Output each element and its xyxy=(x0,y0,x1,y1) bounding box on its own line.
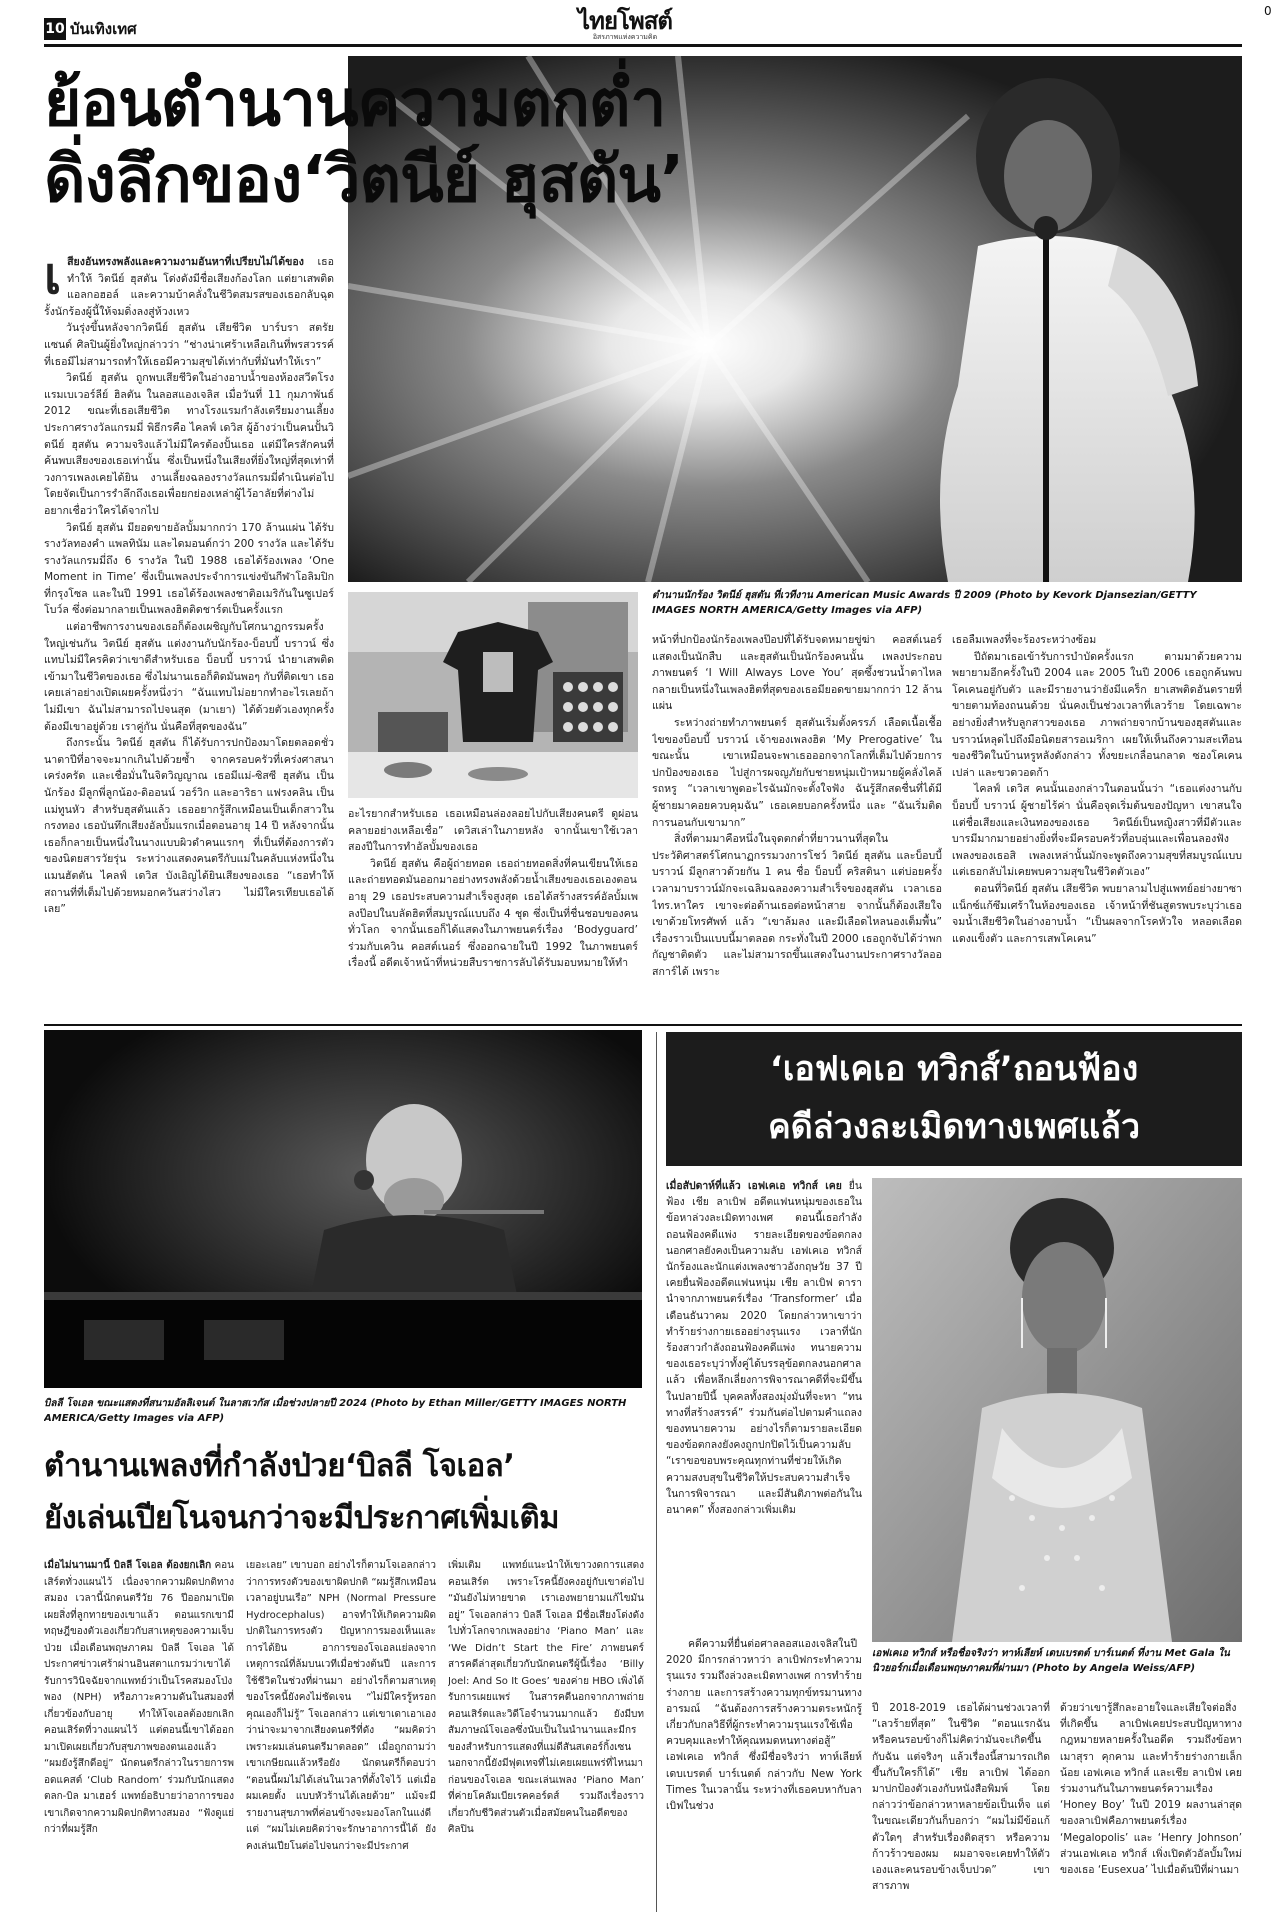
story1-col4-para-3: ตอนที่วิตนีย์ ฮุสตัน เสียชีวิต พบยาลามไปสู่แพทย์อย่างยาซาแน็กซ์แก้ซึมเศร้าในห้องของเธอ เจ้าหน้าที่ชันสูตรพบระบุว่าเธอจมน้ำเสียชีวิตในอ่างอาบน้ำ “เป็นผลจากโรคหัวใจ หลอดเลือดแดงแข็งตัว และการเสพโคเคน” xyxy=(952,882,1242,945)
story3-column-1 xyxy=(44,1558,234,1912)
story2-bottom-column-2 xyxy=(872,1700,1050,1912)
story2-bottom-col2-text: ปี 2018-2019 เธอได้ผ่านช่วงเวลาที่ “เลวร้ายที่สุด” ในชีวิต “ตอนแรกฉันหรือคนรอบข้างก็ไม่คิดว่ามันจะเกิดขึ้นกับฉัน แต่จริงๆ แล้วเรื่องนี้สามารถเกิดขึ้นกับใครก็ได้” เชีย ลาเบิฟ ได้ออกมาปกป้องตัวเองกับหนังสือพิมพ์ โดยกล่าวว่าข้อกล่าวหาหลายข้อเป็นเท็จ แต่ในขณะเดียวกันก็บอกว่า “ผมไม่มีข้อแก้ตัวใดๆ สำหรับเรื่องติดสุรา หรือความก้าวร้าวของผม ผมอาจจะเคยทำให้ตัวเองและคนรอบข้างเจ็บปวด” เขาสารภาพ xyxy=(872,1702,1050,1893)
story3-lead: เมื่อไม่นานมานี้ บิลลี โจเอล ต้องยกเลิก xyxy=(44,1560,212,1571)
header-rule xyxy=(44,44,1242,47)
story2-upper-text xyxy=(666,1178,862,1628)
story3-column-2 xyxy=(246,1558,436,1912)
story1-photo-caption: ตำนานนักร้อง วิตนีย์ ฮุสตัน ที่เวทีงาน American Music Awards ปี 2009 (Photo by Kevork Djansezian/GETTY IMAGES NORTH AMERICA/Getty Images via AFP) xyxy=(652,590,1197,616)
section-label: บันเทิงเทศ xyxy=(70,20,137,38)
story1-col4-para-1: ปีถัดมาเธอเข้ารับการบำบัดครั้งแรก ตามมาด้วยความพยายามอีกครั้งในปี 2004 และ 2005 ในปี 2006 เธอถูกค้นพบโคเคนอยู่กับตัว และมีรายงานว่ายังมีแคร็ก ยาเสพติดอันตรายที่ขายตามท้องถนนด้วย นั่นคงเป็นช่วงเวลาที่เลวร้าย โดยเฉพาะอย่างยิ่งสำหรับลูกสาวของเธอ ภาพถ่ายจากบ้านของฮุสตันและบราวน์หลุดไปถึงมือนิตยสารอเมริกา เผยให้เห็นถึงความสะเทือนของชีวิตในบ้านหรูหลังดังกล่าว ทั้งขยะเกลื่อนกลาด ซองโคเคนเปล่า และขวดวอดก้า xyxy=(952,650,1242,779)
story1-col4-para-0: เธอลืมเพลงที่จะร้องระหว่างซ้อม xyxy=(952,634,1097,646)
story1-col1-para-0: เธอ ทำให้ วิตนีย์ ฮุสตัน โด่งดังมีชื่อเสียงก้องโลก แต่ยาเสพติด แอลกอฮอล์ และความบ้าคลั่งในชีวิตสมรสของเธอกลับฉุดรั้งนักร้องผู้นี้ให้จมดิ่งลงสู่ห้วงเหว xyxy=(44,256,334,318)
story1-bottom-rule xyxy=(44,1024,1242,1026)
story1-col4-para-2: ไคลฟ์ เดวิส คนนั้นเองกล่าวในตอนนั้นว่า “เธอแต่งงานกับบ็อบบี้ บราวน์ ผู้ชายไร้ค่า นั่นคือจุดเริ่มต้นของปัญหา เขาสนใจแต่ชื่อเสียงและเงินทองของเธอ วิตนีย์เป็นหญิงสาวที่มีตัวและบารมีมากมายอย่างยิ่งที่จะมีครอบครัวที่อบอุ่นและเพื่อนลองฟังเพลงของเธอสิ เพลงเหล่านั้นมักจะพูดถึงความสุขที่สมบูรณ์แบบ แต่เธอกลับไม่เคยพบความสุขในชีวิตตัวเอง” xyxy=(952,783,1242,879)
story3-col2-text: เยอะเลย” เขาบอก อย่างไรก็ตามโจเอลกล่าวว่าการทรงตัวของเขาผิดปกติ “ผมรู้สึกเหมือนเวลาอยู่บนเรือ” NPH (Normal Pressure Hydrocephalus) อาจทำให้เกิดความผิดปกติในการทรงตัว ปัญหาการมองเห็นและการได้ยิน อาการของโจเอลแย่ลงจากเหตุการณ์ที่ล้มบนเวทีเมื่อช่วงต้นปี และการใช้ชีวิตในช่วงที่ผ่านมา อย่างไรก็ตามสาเหตุของโรคนี้ยังคงไม่ชัดเจน “ไม่มีใครรู้หรอก คุณเองก็ไม่รู้” โจเอลกล่าว แต่เขาเดาเอาเองว่าน่าจะมาจากเสียงดนตรีที่ดัง “ผมคิดว่าเพราะผมเล่นดนตรีมาตลอด” เมื่อถูกถามว่าเขาเกษียณแล้วหรือยัง นักดนตรีก็ตอบว่า “ตอนนี้ผมไม่ได้เล่นในเวลาที่ตั้งใจไว้ แต่เมื่อผมเคยตั้ง แบบหัวร้านได้เลยด้วย” แม้จะมีรายงานสุขภาพที่ค่อนข้างจะมองโลกในแง่ดี แต่ “ผมไม่เคยคิดว่าจะรักษาอาการนี้ได้ ยังคงเล่นเปียโนต่อไปจนกว่าจะมีประกาศ xyxy=(246,1560,436,1852)
story1-col2-para-0: อะไรยากสำหรับเธอ เธอเหมือนล่องลอยไปกับเสียงคนตรี ดูผ่อนคลายอย่างเหลือเชื่อ” เดวิสเล่าในภายหลัง จากนั้นเขาใช้เวลาสองปีในการทำอัลบั้มของเธอ xyxy=(348,808,638,854)
merchandise-image xyxy=(348,592,638,798)
story1-col2-para-1: วิตนีย์ ฮุสตัน คือผู้ถ่ายทอด เธอถ่ายทอดสิ่งที่คนเขียนให้เธอและถ่ายทอดมันออกมาอย่างทรงพลังด้วยน้ำเสียงของเธอเองตอนอายุ 29 เธอประสบความสำเร็จสูงสุด เธอได้สร้างสรรค์อัลบั้มเพลงป๊อปในบลัดฮิตที่สมบูรณ์แบบถึง 4 ชุด ซึ่งเป็นที่ชื่นชอบของคนทั่วโลก จากนั้นเธอก็ได้แสดงในภาพยนตร์เรื่อง ‘Bodyguard’ ร่วมกับเควิน คอสต์เนอร์ ซึ่งออกฉายในปี 1992 ในภาพยนตร์เรื่องนี้ อดีตเจ้าหน้าที่หน่วยสืบราชการลับได้รับมอบหมายให้ทำ xyxy=(348,857,638,970)
fka-twigs-image xyxy=(872,1178,1242,1642)
story1-column-2 xyxy=(348,806,638,1018)
story2-lead: เมื่อสัปดาห์ที่แล้ว เอฟเคเอ ทวิกส์ เคย xyxy=(666,1180,842,1192)
story1-col1-para-3: วิตนีย์ ฮุสตัน มียอดขายอัลบั้มมากกว่า 170 ล้านแผ่น ได้รับรางวัลทองคำ แพลทินัม และไดมอนด์กว่า 200 รางวัล และได้รับรางวัลแกรมมี่ถึง 6 รางวัล ในปี 1988 เธอได้ร้องเพลง ‘One Moment in Time’ ซึ่งเป็นเพลงประจำการแข่งขันกีฬาโอลิมปิกที่กรุงโซล และในปี 1991 เธอได้ร้องเพลงชาติอเมริกันในซูเปอร์โบว์ล ซึ่งต่อมากลายเป็นเพลงฮิตติดชาร์ตเป็นครั้งแรก xyxy=(44,521,334,617)
story3-column-3 xyxy=(448,1558,644,1912)
story1-column-3 xyxy=(652,632,942,1018)
story2-bottom-column-1 xyxy=(666,1636,862,1912)
story1-lead: สียงอันทรงพลังและความงามอันหาที่เปรียบไม่ได้ของ xyxy=(67,256,304,268)
vertical-divider xyxy=(656,1032,657,1912)
story2-bottom-col1-text: คดีความที่ยื่นต่อศาลลอสแองเจลิสในปี 2020 มีการกล่าวหาว่า ลาเบิฟกระทำความรุนแรง รวมถึงล่วงละเมิดทางเพศ การทำร้ายร่างกาย และการสร้างความทุกข์ทรมานทางอารมณ์ “ฉันต้องการสร้างความตระหนักรู้เกี่ยวกับกลวิธีที่ผู้กระทำความรุนแรงใช้เพื่อควบคุมและทำให้คุณหมดหนทางต่อสู้” เอฟเคเอ ทวิกส์ ซึ่งมีชื่อจริงว่า ทาห์เลียห์ เดบเบรตต์ บาร์เนตต์ กล่าวกับ New York Times ในเวลานั้น ระหว่างที่เธอคบหากับลาเบิฟในช่วง xyxy=(666,1638,862,1813)
corner-mark: 0 xyxy=(1264,4,1272,18)
story3-headline-line1: ตำนานเพลงที่กำลังป่วย‘บิลลี โจเอล’ xyxy=(44,1448,515,1484)
merchandise-photo xyxy=(348,592,638,798)
story1-col1-para-1: วันรุ่งขึ้นหลังจากวิตนีย์ ฮุสตัน เสียชีวิต บาร์บรา สตรัยแซนด์ ศิลปินผู้ยิ่งใหญ่กล่าวว่า “ช่างน่าเศร้าเหลือเกินที่พรสวรรค์ที่เธอมีไม่สามารถทำให้เธอมีความสุขได้เท่ากับที่มันทำให้เรา” xyxy=(44,322,334,368)
masthead-logo: ไทยโพสต์ xyxy=(578,6,672,35)
story2-headline-line1: ‘เอฟเคเอ ทวิกส์’ถอนฟ้อง xyxy=(769,1049,1139,1089)
story2-bottom-col3-text: ด้วยว่าเขารู้สึกละอายใจและเสียใจต่อสิ่งที่เกิดขึ้น ลาเบิฟเคยประสบปัญหาทางกฎหมายหลายครั้งในอดีต รวมถึงข้อหาเมาสุรา คุกคาม และทำร้ายร่างกายเล็กน้อย เอฟเคเอ ทวิกส์ และเชีย ลาเบิฟ เคยร่วมงานกันในภาพยนตร์ความเรื่อง ‘Honey Boy’ ในปี 2019 ผลงานล่าสุดของลาเบิฟคือภาพยนตร์เรื่อง ‘Megalopolis’ และ ‘Henry Johnson’ ส่วนเอฟเคเอ ทวิกส์ เพิ่งเปิดตัวอัลบั้มใหม่ของเธอ ‘Eusexua’ ไปเมื่อต้นปีที่ผ่านมา xyxy=(1060,1702,1242,1877)
billy-joel-photo-caption: บิลลี โจเอล ขณะแสดงที่สนามอัลลิเจนต์ ในลาสเวกัส เมื่อช่วงปลายปี 2024 (Photo by Ethan Miller/GETTY IMAGES NORTH AMERICA/Getty Images via AFP) xyxy=(44,1398,627,1424)
story1-column-4 xyxy=(952,632,1242,1018)
masthead-tagline: อิสรภาพแห่งความคิด xyxy=(592,33,658,41)
story3-headline-line2: ยังเล่นเปียโนจนกว่าจะมีประกาศเพิ่มเติม xyxy=(44,1500,560,1536)
story1-col3-para-2: สิ่งที่ตามมาคือหนึ่งในจุดตกต่ำที่ยาวนานที่สุดในประวัติศาสตร์โศกนาฏกรรมวงการโชว์ วิตนีย์ ฮุสตัน และบ็อบบี้ บราวน์ มีลูกสาวด้วยกัน 1 คน ชื่อ บ็อบบี้ คริสตินา แต่บ่อยครั้งเวลามาบราวน์มักจะเฉลิมฉลองความสำเร็จของฮุสตัน เวลาเธอไทร.หาใคร เขาจะต่อต้านเธอต่อหน้าสาย จากนั้นก็ต้องเสียใจเขาด้วยโทรศัพท์ แล้ว “เขาล้มลง และมีเลือดไหลนองเต็มพื้น” เรื่องราวเป็นแบบนี้มาตลอด กระทั่งในปี 2000 เธอถูกจับได้ว่าพกกัญชาติดตัว และไม่สามารถขึ้นแสดงในงานประกาศรางวัลออสการ์ได้ เพราะ xyxy=(652,833,942,978)
story3-headline xyxy=(44,1440,654,1544)
story1-col3-para-0: หน้าที่ปกป้องนักร้องเพลงป๊อปที่ได้รับจดหมายขู่ฆ่า คอสต์เนอร์แสดงเป็นนักสืบ และฮุสตันเป็นนักร้องคนนั้น เพลงประกอบภาพยนตร์ ‘I Will Always Love You’ สุดซึ้งชวนน้ำตาไหล กลายเป็นหนึ่งในเพลงฮิตที่สุดของเธอมียอดขายมากกว่า 12 ล้านแผ่น xyxy=(652,634,942,713)
page-number-box: 10 xyxy=(44,18,66,40)
story2-upper-body: ยื่นฟ้อง เชีย ลาเบิฟ อดีตแฟนหนุ่มของเธอในข้อหาล่วงละเมิดทางเพศ ตอนนี้เธอกำลังถอนฟ้องคดีแพ่ง รายละเอียดของข้อตกลงนอกศาลยังคงเป็นความลับ เอฟเคเอ ทวิกส์ นักร้องและนักแต่งเพลงชาวอังกฤษวัย 37 ปี เคยยื่นฟ้องอดีตแฟนหนุ่ม เชีย ลาเบิฟ ดารานำจากภาพยนตร์เรื่อง ‘Transformer’ เมื่อเดือนธันวาคม 2020 โดยกล่าวหาเขาว่าทำร้ายร่างกายเธออย่างรุนแรง เวลาที่นักร้องสาวกำลังถอนฟ้องคดีแพ่ง ทนายความของเธอระบุว่าทั้งคู่ได้บรรลุข้อตกลงนอกศาลแล้ว เพื่อหลีกเลี่ยงการพิจารณาคดีที่จะมีขึ้นในปลายปีนี้ บุคคลทั้งสองมุ่งมั่นที่จะหา “ทนทางที่สร้างสรรค์” ร่วมกันต่อไปตามคำแถลงของทนายความ อย่างไรก็ตามรายละเอียดของข้อตกลงยังคงถูกปกปิดไว้เป็นความลับ “เราขอขอบพระคุณทุกท่านที่ช่วยให้เกิดความสงบสุขในชีวิตให้ประสบความสำเร็จในการพิจารณา และมีสันติภาพต่อกันในอนาคต” ทั้งสองกล่าวเพิ่มเติม xyxy=(666,1180,862,1517)
billy-joel-photo xyxy=(44,1030,642,1388)
story1-headline xyxy=(44,66,924,218)
fka-twigs-photo-caption: เอฟเคเอ ทวิกส์ หรือชื่อจริงว่า ทาห์เลียห์ เดบเบรตต์ บาร์เนตต์ ที่งาน Met Gala ในนิวยอร์กเมื่อเดือนพฤษภาคมที่ผ่านมา (Photo by Angela Weiss/AFP) xyxy=(872,1648,1230,1674)
story2-headline-line2: คดีล่วงละเมิดทางเพศแล้ว xyxy=(767,1107,1141,1147)
story1-column-1 xyxy=(44,254,334,1016)
fka-twigs-photo xyxy=(872,1178,1242,1642)
story2-headline-box xyxy=(666,1032,1242,1166)
story3-col3-text: เพิ่มเติม แพทย์แนะนำให้เขาวงดการแสดงคอนเสิร์ต เพราะโรคนี้ยังคงอยู่กับเขาต่อไป “มันยังไม่หายขาด เราเองพยายามแก้ไขมันอยู่” โจเอลกล่าว บิลลี โจเอล มีชื่อเสียงโด่งดังไปทั่วโลกจากเพลงอย่าง ‘Piano Man’ และ ‘We Didn’t Start the Fire’ ภาพยนตร์สารคดีล่าสุดเกี่ยวกับนักดนตรีผู้นี้เรื่อง ‘Billy Joel: And So It Goes’ ของค่าย HBO เพิ่งได้รับการเผยแพร่ ในสารคดีนอกจากภาพถ่ายคอนเสิร์ตและวิดีโอจำนวนมากแล้ว ยังมีบทสัมภาษณ์โจเอลซึ่งนับเป็นในนำนานและมีกรของสำหรับการแสดงที่แม่ดีสันสเตอร์กิ้งเซน นอกจากนี้ยังมีฟุตเทจที่ไม่เคยเผยแพร่ที่ไหนมาก่อนของโจเอล ขณะเล่นเพลง ‘Piano Man’ ที่ค่ายโคลัมเบียเรคคอร์ดส์ รวมถึงเรื่องราวเกี่ยวกับชีวิตส่วนตัวเมื่อสมัยคนในอดีตของศิลปิน xyxy=(448,1560,644,1835)
story1-col1-para-2: วิตนีย์ ฮุสตัน ถูกพบเสียชีวิตในอ่างอาบน้ำของห้องสวีตโรงแรมเบเวอร์ลีย์ ฮิลตัน ในลอสแองเจลิส เมื่อวันที่ 11 กุมภาพันธ์ 2012 ขณะที่เธอเสียชีวิต ทางโรงแรมกำลังเตรียมงานเลี้ยงประกาศรางวัลแกรมมี่ พิธีกรคือ ไคลฟ์ เดวิส ผู้อ้างว่าเป็นคนปั้นวิตนีย์ ฮุสตัน ความจริงแล้วไม่มีใครต้องปั้นเธอ แต่มีใครสักคนที่ค้นพบเสียงของเธอเท่านั้น ซึ่งเป็นหนึ่งในเสียงที่ยิ่งใหญ่ที่สุดเท่าที่วงการเพลงเคยได้ยิน งานเลี้ยงฉลองรางวัลแกรมมี่ดำเนินต่อไปโดยจัดเป็นการรำลึกถึงเธอเพื่อยกย่องเหล่าผู้ไว้อาลัยที่ต่างไม่อยากเชื่อว่าใครได้จากไป xyxy=(44,372,334,517)
story1-dropcap: เ xyxy=(44,254,62,305)
story1-headline-line1: ย้อนตำนานความตกต่ำ xyxy=(44,67,666,141)
story1-col3-para-1: ระหว่างถ่ายทำภาพยนตร์ ฮุสตันเริ่มตั้งครรภ์ เลือดเนื้อเชื้อไขของบ็อบบี้ บราวน์ เจ้าของเพลงฮิต ‘My Prerogative’ ในขณะนั้น เขาเหมือนจะพาเธอออกจากโลกที่เต็มไปด้วยการปกป้องของเธอ ไปสู่การผจญภัยกับชายหนุ่มเป้าหมายผู้คลั่งไคล้รถหรู “เวลาเขาพูดอะไรฉันมักจะตั้งใจฟัง ฉันรู้สึกสดชื่นที่ได้มีผู้ชายมาคอยควบคุมฉัน” เธอเคยบอกครั้งหนึ่ง และ “ฉันเริ่มติดการนอนกับเขามาก” xyxy=(652,716,942,829)
billy-joel-image xyxy=(44,1030,642,1388)
story1-col1-para-5: ถึงกระนั้น วิตนีย์ ฮุสตัน ก็ได้รับการปกป้องมาโดยตลอดชั่วนาตาปีที่อาจจะมากเกินไปด้วยซ้ำ จากครอบครัวที่เคร่งศาสนาเคร่งครัด และเชื่อมั่นในจิตวิญญาณ เธอมีแม่-ซิสซี ฮุสตัน เป็นนักร้อง มีลูกพี่ลูกน้อง-ดิออนน์ วอร์วิก และอาริธา แฟรงคลิน เป็นแม่ทูนหัว สำหรับฮุสตันแล้ว เธออยากรู้สึกเหมือนเป็นเด็กสาวในกรงทอง เธอบันทึกเสียงอัลบั้มแรกเมื่อตอนอายุ 14 ปี หลังจากนั้นเธอก็กลายเป็นหนึ่งในนางแบบผิวดำคนแรกๆ ที่เป็นที่ต้องการตัวของนิตยสารวัยรุ่น ระหว่างแสดงคนตรีกับแม่ในคลับแห่งหนึ่งในแมนฮัตตัน ไคลฟ์ เดวิส บังเอิญได้ยินเสียงของเธอ “เธอทำให้สถานที่ที่เต็มไปด้วยหมอกควันสว่างไสว ไม่มีใครเทียบเธอได้เลย” xyxy=(44,737,334,916)
story1-col1-para-4: แต่อาชีพการงานของเธอก็ต้องเผชิญกับโศกนาฏกรรมครั้งใหญ่เช่นกัน วิตนีย์ ฮุสตัน แต่งงานกับนักร้อง-บ็อบบี้ บราวน์ ซึ่งแทบไม่มีใครคิดว่าเขาดีสำหรับเธอ บ็อบบี้ บราวน์ นำยาเสพติดเข้ามาในชีวิตของเธอ ซึ่งไม่นานเธอก็ติดมันพอๆ กับที่ติดเขา เธอเคยเล่าอย่างเปิดเผยครั้งหนึ่งว่า “ฉันแทบไม่อยากทำอะไรเลยถ้าไม่มีเขา ฉันไม่สามารถไปจนสุด (มาเยา) ได้ด้วยตัวเองทุกครั้งต้องมีเขาอยู่ด้วย เราคู่กัน นั่นคือที่สุดของฉัน” xyxy=(44,621,334,733)
story2-bottom-column-3 xyxy=(1060,1700,1242,1912)
story1-headline-line2: ดิ่งลึกของ‘วิตนีย์ ฮุสตัน’ xyxy=(44,143,684,217)
story3-col1-text: คอนเสิร์ตทั่วงแผนไว้ เนื่องจากความผิดปกติทางสมอง เวลานี้นักดนตรีวัย 76 ปีออกมาเปิดเผยสิ่งที่ลูกทายของเขาแล้ว ตอนแรกเขามีทฤษฎีของตัวเองเกี่ยวกับสาเหตุของความเจ็บป่วย เมื่อเดือนพฤษภาคม บิลลี โจเอล ได้ประกาศข่าวเศร้าผ่านอินสตาแกรมว่าเขาได้รับการวินิจฉัยจากแพทย์ว่าเป็นโรคสมองโป่งพอง (NPH) หรือภาวะความดันในสมองที่เกี่ยวข้องกับอายุ ทำให้โจเอลต้องยกเลิกคอนเสิร์ตที่วางแผนไว้ แต่ตอนนี้เขาได้ออกมาเปิดเผยเกี่ยวกับสุขภาพของตนเองแล้ว “ผมยังรู้สึกดีอยู่” นักดนตรีกล่าวในรายการพอดแคสต์ ‘Club Random’ ร่วมกับนักแสดงตลก-บิล มาเฮอร์ แพทย์อธิบายว่าอาการของเขาเกิดจากความผิดปกติทางสมอง “ฟังดูแย่กว่าที่ผมรู้สึก xyxy=(44,1560,234,1835)
